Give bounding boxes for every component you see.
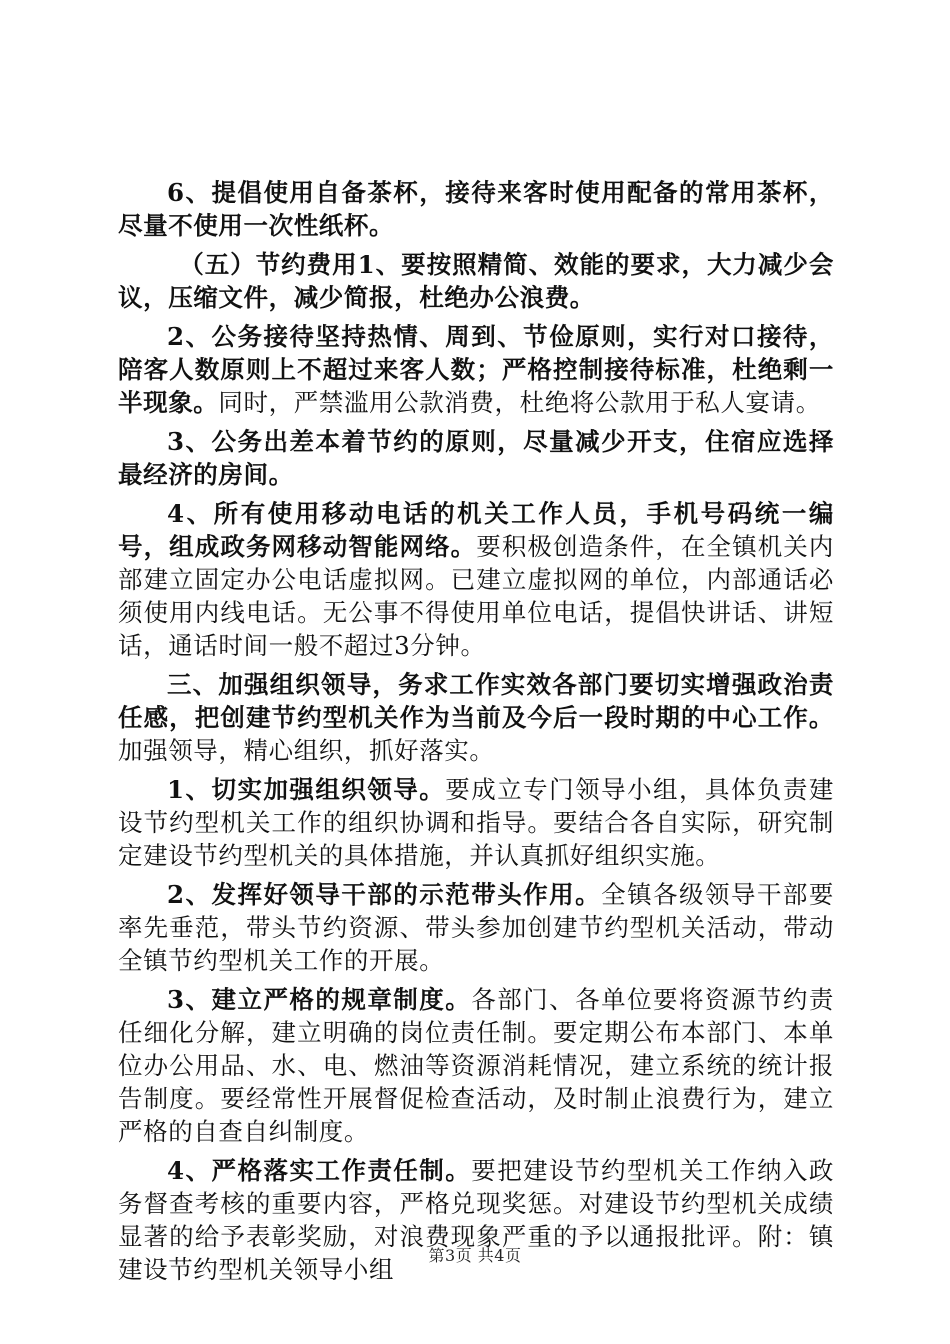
paragraph-bold-text: 1、切实加强组织领导。 [167,775,446,804]
paragraph-bold-text: 6、提倡使用自备茶杯，接待来客时使用配备的常用茶杯，尽量不使用一次性纸杯。 [118,178,834,240]
paragraph-section-three [118,668,834,767]
paragraph-business-trip [118,425,834,491]
paragraph-bold-text: 3、建立严格的规章制度。 [167,985,472,1014]
paragraph-text: 加强领导，精心组织，抓好落实。 [118,736,495,765]
document-body [118,176,834,1292]
paragraph-bold-text: 3、公务出差本着节约的原则，尽量减少开支，住宿应选择最经济的房间。 [118,427,834,489]
paragraph-bold-text: 2、公务接待坚持热情、周到、节俭原则，实行对口接待，陪客人数原则上不超过来客人数；严格控制接待标准，杜绝剩一半现象。 [118,322,834,417]
page-footer [0,1246,950,1266]
paragraph-mobile-phones [118,497,834,662]
paragraph-text: 各部门、各单位要将资源节约责任细化分解，建立明确的岗位责任制。要定期公布本部门、本单位办公用品、水、电、燃油等资源消耗情况，建立系统的统计报告制度。要经常性开展督促检查活动，及时制止浪费行为，建立严格的自查自纠制度。 [118,985,834,1146]
paragraph-bold-text: 三、加强组织领导，务求工作实效各部门要切实增强政治责任感，把创建节约型机关作为当前及今后一段时期的中心工作。 [118,670,834,732]
paragraph-text: 要成立专门领导小组，具体负责建设节约型机关工作的组织协调和指导。要结合各自实际，研究制定建设节约型机关的具体措施，并认真抓好组织实施。 [118,775,834,870]
paragraph-bold-text: 2、发挥好领导干部的示范带头作用。 [167,880,602,909]
paragraph-text: 同时，严禁滥用公款消费，杜绝将公款用于私人宴请。 [218,388,821,417]
paragraph-responsibility [118,1154,834,1286]
paragraph-bold-text: 4、严格落实工作责任制。 [167,1156,472,1185]
paragraph-text: 全镇各级领导干部要率先垂范，带头节约资源、带头参加创建节约型机关活动，带动全镇节约型机关工作的开展。 [118,880,834,975]
paragraph-bold-text: （五）节约费用1、要按照精简、效能的要求，大力减少会议，压缩文件，减少简报，杜绝办公浪费。 [118,250,834,312]
paragraph-text: 要积极创造条件，在全镇机关内部建立固定办公电话虚拟网。已建立虚拟网的单位，内部通话必须使用内线电话。无公事不得使用单位电话，提倡快讲话、讲短话，通话时间一般不超过3分钟。 [118,532,834,660]
paragraph-save-expenses [118,248,834,314]
page-number: 第3页 共4页 [428,1246,522,1265]
paragraph-leadership [118,773,834,872]
paragraph-role-model [118,878,834,977]
paragraph-text: 要把建设节约型机关工作纳入政务督查考核的重要内容，严格兑现奖惩。对建设节约型机关成绩显著的给予表彰奖励，对浪费现象严重的予以通报批评。附：镇建设节约型机关领导小组 [118,1156,834,1284]
paragraph-regulations [118,983,834,1148]
paragraph-reception [118,320,834,419]
paragraph-teacup [118,176,834,242]
paragraph-bold-text: 4、所有使用移动电话的机关工作人员，手机号码统一编号，组成政务网移动智能网络。 [118,499,834,561]
